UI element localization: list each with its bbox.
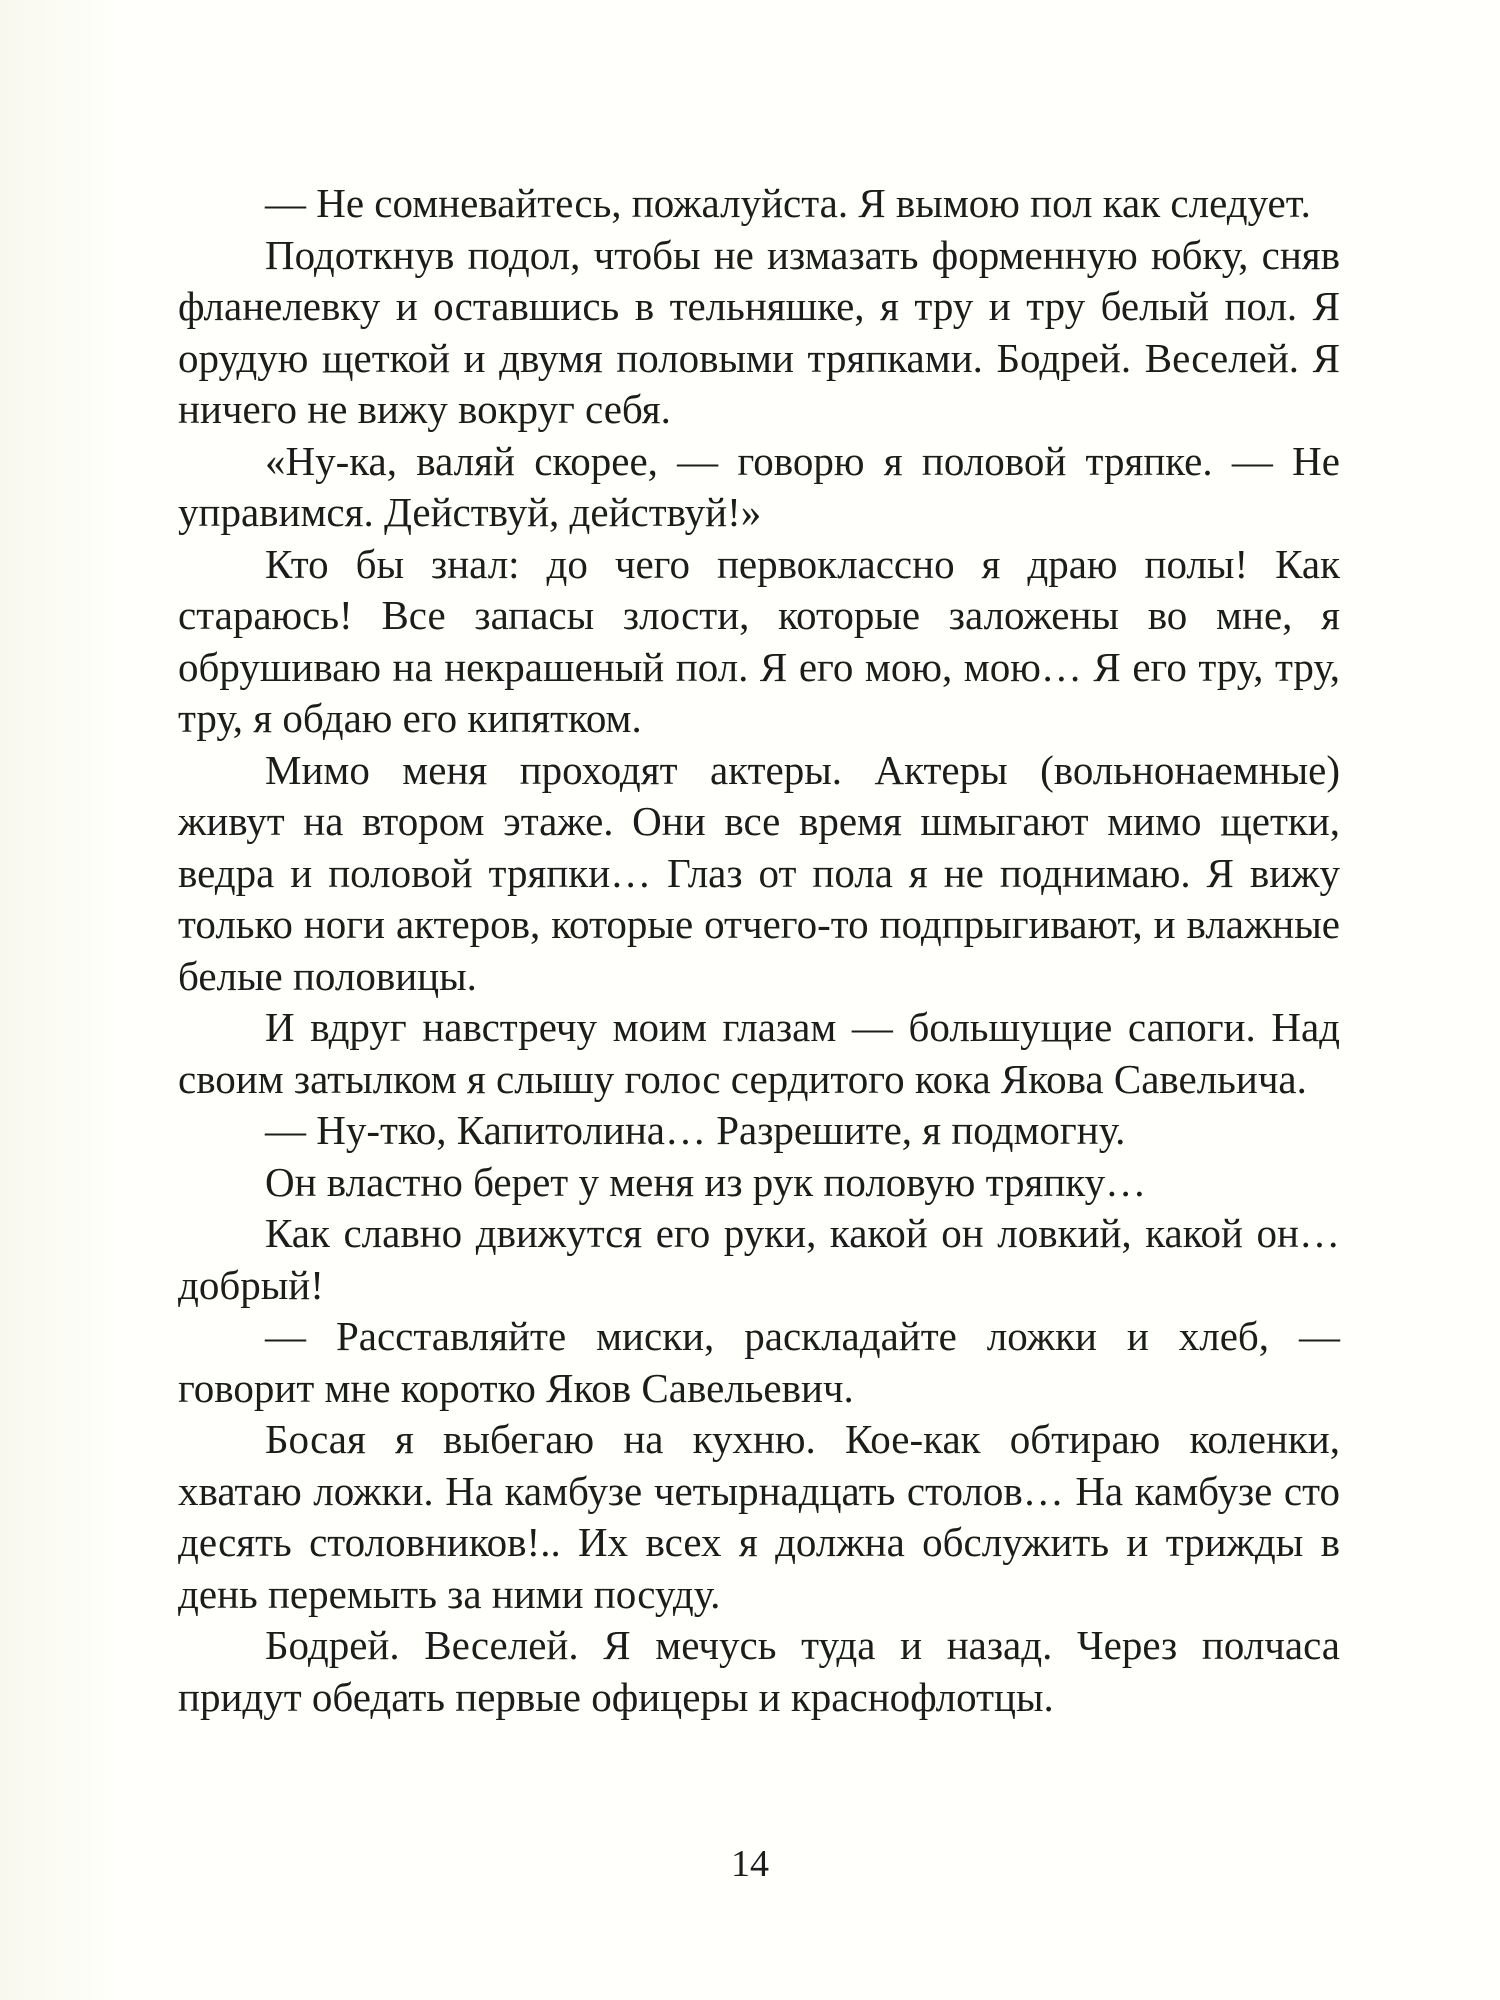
paragraph: — Расставляйте миски, раскладайте ложки и хлеб, — говорит мне коротко Яков Савельевич. <box>178 1313 1340 1411</box>
paragraph: Он властно берет у меня из рук половую тряпку… <box>265 1158 1147 1205</box>
paragraph: — Не сомневайтесь, пожалуйста. Я вымою пол как следует. <box>265 180 1311 226</box>
paragraph: Босая я выбегаю на кухню. Кое-как обтираю коленки, хватаю ложки. На камбузе четырнадцать столов… На камбузе сто десять столовников!.. Их всех я должна обслужить и трижды в день перемыть за ними посуду. <box>178 1416 1340 1617</box>
paragraph: Как славно движутся его руки, какой он ловкий, какой он… добрый! <box>178 1210 1340 1308</box>
page-gutter-shadow <box>0 0 120 2000</box>
paragraph: «Ну-ка, валяй скорее, — говорю я половой тряпке. — Не управимся. Действуй, действуй!» <box>178 437 1340 535</box>
body-text <box>178 178 1340 1723</box>
page-number: 14 <box>731 1843 769 1885</box>
paragraph: — Ну-тко, Капитолина… Разрешите, я подмогну. <box>265 1107 1126 1153</box>
paragraph: Бодрей. Веселей. Я мечусь туда и назад. Через полчаса придут обедать первые офицеры и краснофлотцы. <box>178 1622 1340 1720</box>
paragraph: Мимо меня проходят актеры. Актеры (вольнонаемные) живут на втором этаже. Они все время шмыгают мимо щетки, ведра и половой тряпки… Глаз от пола я не поднимаю. Я вижу только ноги актеров, которые отчего-то подпрыгивают, и влажные белые половицы. <box>178 746 1340 999</box>
paragraph: И вдруг навстречу моим глазам — большущие сапоги. Над своим затылком я слышу голос сердитого кока Якова Савельича. <box>178 1004 1340 1102</box>
paragraph: Кто бы знал: до чего первоклассно я драю полы! Как стараюсь! Все запасы злости, которые заложены во мне, я обрушиваю на некрашеный пол. Я его мою, мою… Я его тру, тру, тру, я обдаю его кипятком. <box>178 540 1340 741</box>
paragraph: Подоткнув подол, чтобы не измазать форменную юбку, сняв фланелевку и оставшись в тельняшке, я тру и тру белый пол. Я орудую щеткой и двумя половыми тряпками. Бодрей. Веселей. Я ничего не вижу вокруг себя. <box>178 231 1340 432</box>
